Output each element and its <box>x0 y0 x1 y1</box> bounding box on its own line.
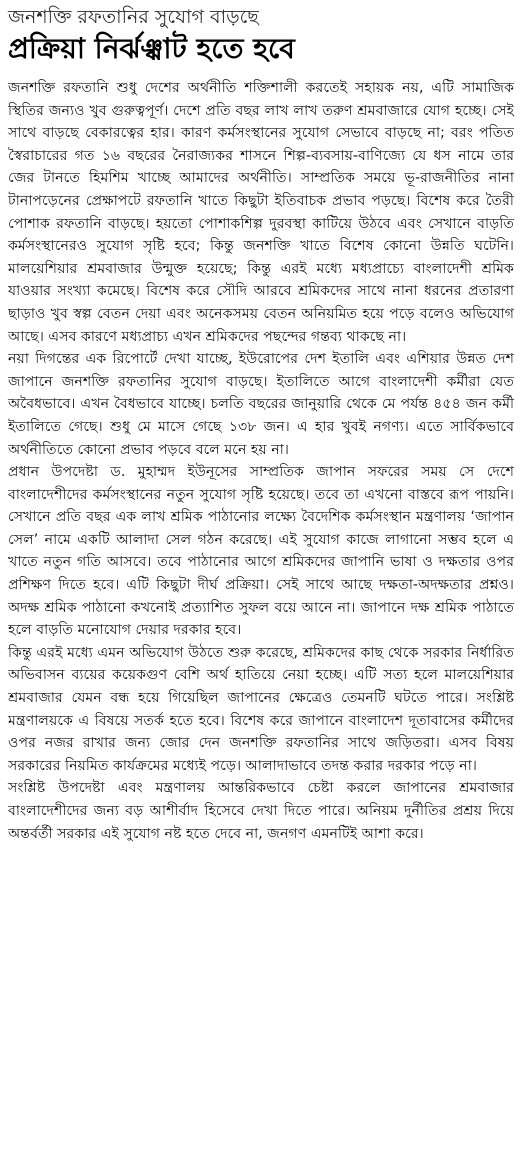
article-headline: প্রক্রিয়া নির্ঝঞ্ঝাট হতে হবে <box>8 32 295 65</box>
article-paragraph: জনশক্তি রফতানি শুধু দেশের অর্থনীতি শক্তিশালী করতেই সহায়ক নয়, এটি সামাজিক স্থিতির জন্যও খুব গুরুত্বপূর্ণ। দেশে প্রতি বছর লাখ লাখ তরুণ শ্রমবাজারে যোগ হচ্ছে। সেই সাথে বাড়ছে বেকারত্বের হার। কারণ কর্মসংস্থানের সুযোগ সেভাবে বাড়ছে না; বরং পতিত স্বৈরাচারের গত ১৬ বছরের নৈরাজ্যকর শাসনে শিল্প-ব্যবসায়-বাণিজ্যে যে ধস নামে তার জের টানতে হিমশিম খাচ্ছে আমাদের অর্থনীতি। সাম্প্রতিক সময়ে ভূ-রাজনীতির নানা টানাপড়েনের প্রেক্ষাপটে রফতানি খাতে কিছুটা ইতিবাচক প্রভাব পড়ছে। বিশেষ করে তৈরী পোশাক রফতানি বাড়ছে। হয়তো পোশাকশিল্প দুরবস্থা কাটিয়ে উঠবে এবং সেখানে বাড়তি কর্মসংস্থানেরও সুযোগ সৃষ্টি হবে; কিন্তু জনশক্তি খাতে বিশেষ কোনো উন্নতি ঘটেনি। মালয়েশিয়ার শ্রমবাজার উন্মুক্ত হয়েছে; কিন্তু এরই মধ্যে মধ্যপ্রাচ্যে বাংলাদেশী শ্রমিক যাওয়ার সংখ্যা কমেছে। বিশেষ করে সৌদি আরবে শ্রমিকদের সাথে নানা ধরনের প্রতারণা ছাড়াও খুব স্বল্প বেতন দেয়া এবং অনেকসময় বেতন অনিয়মিত হয়ে পড়ে বলেও অভিযোগ আছে। এসব কারণে মধ্যপ্রাচ্য এখন শ্রমিকদের পছন্দের গন্তব্য থাকছে না। <box>8 80 514 345</box>
article-paragraph: প্রধান উপদেষ্টা ড. মুহাম্মদ ইউনূসের সাম্প্রতিক জাপান সফরের সময় সে দেশে বাংলাদেশীদের কর্মসংস্থানের নতুন সুযোগ সৃষ্টি হয়েছে। তবে তা এখনো বাস্তবে রূপ পায়নি। সেখানে প্রতি বছর এক লাখ শ্রমিক পাঠানোর লক্ষ্যে বৈদেশিক কর্মসংস্থান মন্ত্রণালয় ‘জাপান সেল’ নামে একটি আলাদা সেল গঠন করেছে। এই সুযোগ কাজে লাগানো সম্ভব হলে এ খাতে নতুন গতি আসবে। তবে পাঠানোর আগে শ্রমিকদের জাপানি ভাষা ও দক্ষতার ওপর প্রশিক্ষণ দিতে হবে। এটি কিছুটা দীর্ঘ প্রক্রিয়া। সেই সাথে আছে দক্ষতা-অদক্ষতার প্রশ্নও। অদক্ষ শ্রমিক পাঠানো কখনোই প্রত্যাশিত সুফল বয়ে আনে না। জাপানে দক্ষ শ্রমিক পাঠাতে হলে বাড়তি মনোযোগ দেয়ার দরকার হবে। <box>8 464 514 639</box>
article-body <box>8 77 514 845</box>
article-paragraph: নয়া দিগন্তের এক রিপোর্টে দেখা যাচ্ছে, ইউরোপের দেশ ইতালি এবং এশিয়ার উন্নত দেশ জাপানে জনশক্তি রফতানির সুযোগ বাড়ছে। ইতালিতে আগে বাংলাদেশী কর্মীরা যেত অবৈধভাবে। এখন বৈধভাবে যাচ্ছে। চলতি বছরের জানুয়ারি থেকে মে পর্যন্ত ৪৫৪ জন কর্মী ইতালিতে গেছে। শুধু মে মাসে গেছে ১৩৮ জন। এ হার খুবই নগণ্য। এতে সার্বিকভাবে অর্থনীতিতে কোনো প্রভাব পড়বে বলে মনে হয় না। <box>8 351 514 458</box>
article-paragraph: কিন্তু এরই মধ্যে এমন অভিযোগ উঠতে শুরু করেছে, শ্রমিকদের কাছ থেকে সরকার নির্ধারিত অভিবাসন ব্যয়ের কয়েকগুণ বেশি অর্থ হাতিয়ে নেয়া হচ্ছে। এটি সত্য হলে মালয়েশিয়ার শ্রমবাজার যেমন বন্ধ হয়ে গিয়েছিল জাপানের ক্ষেত্রেও তেমনটি ঘটতে পারে। সংশ্লিষ্ট মন্ত্রণালয়কে এ বিষয়ে সতর্ক হতে হবে। বিশেষ করে জাপানে বাংলাদেশ দূতাবাসের কর্মীদের ওপর নজর রাখার জন্য জোর দেন জনশক্তি রফতানির সাথে জড়িতরা। এসব বিষয় সরকারের নিয়মিত কার্যক্রমের মধ্যেই পড়ে। আলাদাভাবে তদন্ত করার দরকার পড়ে না। <box>8 644 514 774</box>
article-paragraph: সংশ্লিষ্ট উপদেষ্টা এবং মন্ত্রণালয় আন্তরিকভাবে চেষ্টা করলে জাপানের শ্রমবাজার বাংলাদেশীদের জন্য বড় আশীর্বাদ হিসেবে দেখা দিতে পারে। অনিয়ম দুর্নীতির প্রশ্রয় দিয়ে অন্তর্বর্তী সরকার এই সুযোগ নষ্ট হতে দেবে না, জনগণ এমনটিই আশা করে। <box>8 780 514 842</box>
article-kicker: জনশক্তি রফতানির সুযোগ বাড়ছে <box>8 6 259 28</box>
